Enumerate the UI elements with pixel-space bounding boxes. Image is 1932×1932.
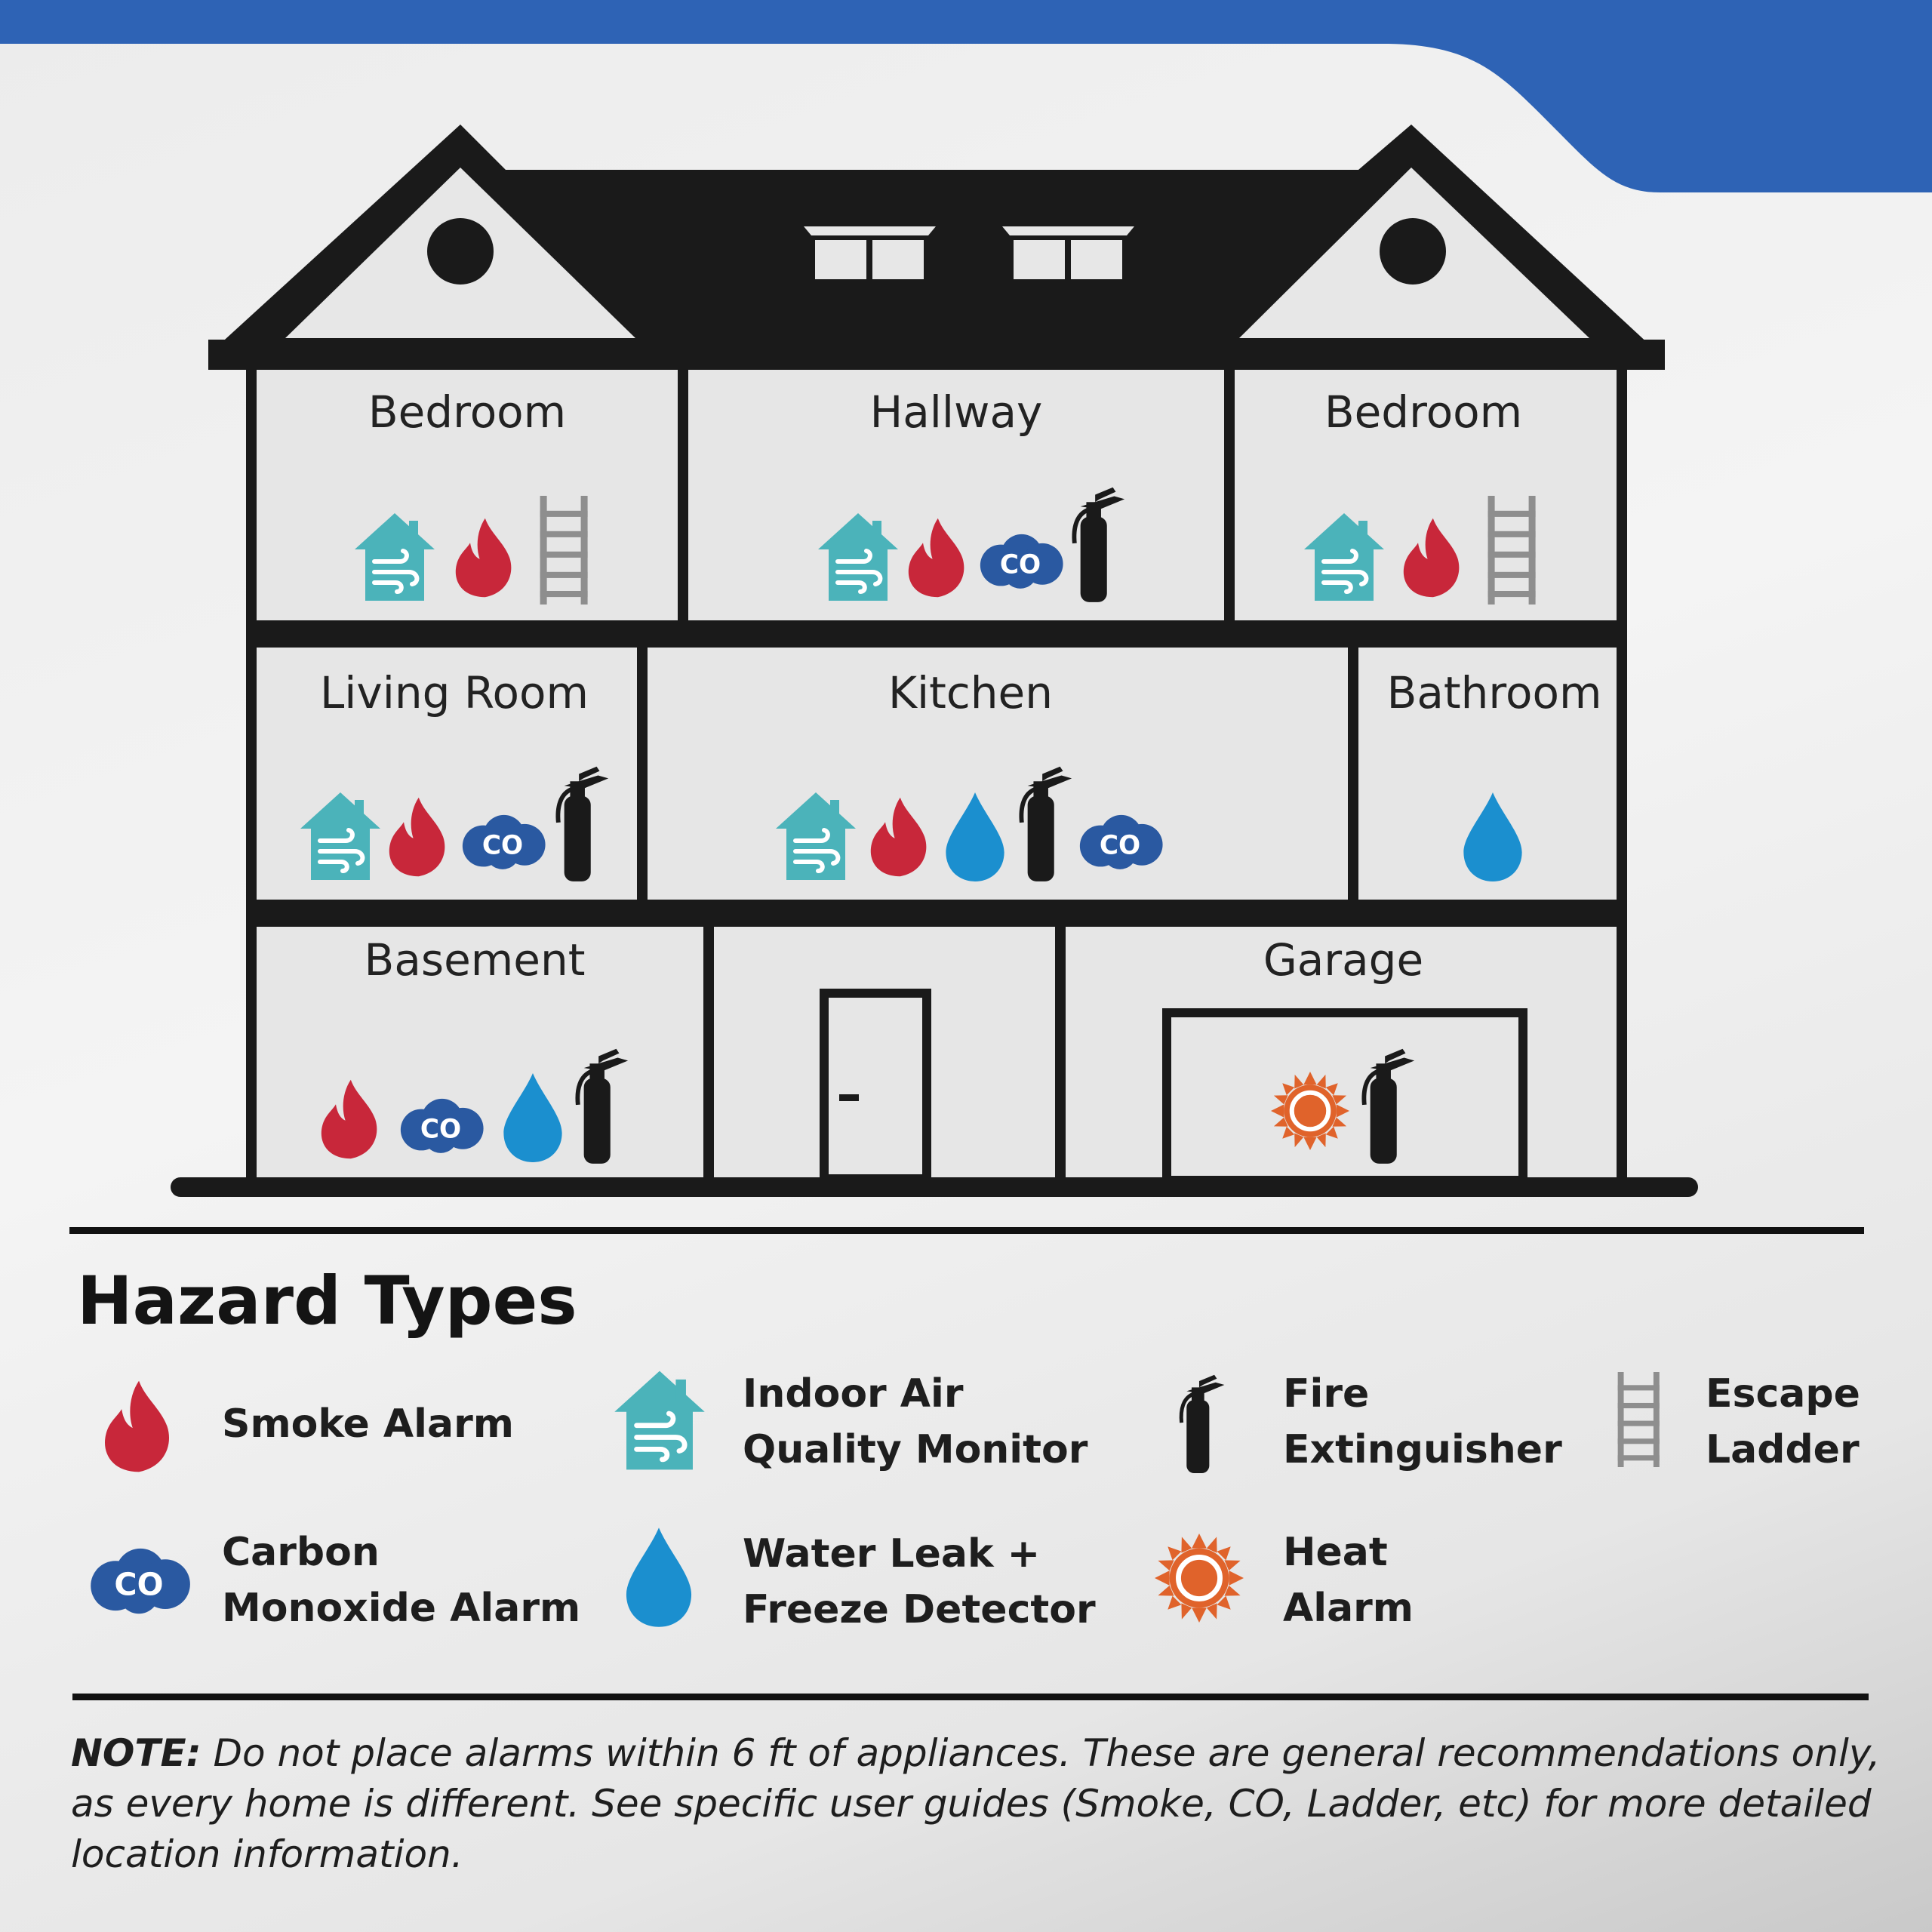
note-lead: NOTE:	[71, 1731, 202, 1775]
legend-line: Monoxide Alarm	[222, 1586, 581, 1631]
fire-extinguisher-icon	[1181, 1375, 1224, 1473]
legend-line: Escape	[1706, 1371, 1860, 1417]
indoor-air-quality-icon	[614, 1371, 704, 1470]
house-roof	[208, 125, 1665, 370]
legend-line: Ladder	[1706, 1427, 1860, 1472]
legend-line: Extinguisher	[1283, 1427, 1562, 1472]
room-label-hallway: Hallway	[869, 386, 1043, 438]
legend-line: Fire	[1283, 1371, 1370, 1417]
carbon-monoxide-icon	[91, 1549, 190, 1614]
legend-label-smoke	[222, 1396, 514, 1452]
room-label-garage: Garage	[1263, 934, 1424, 986]
legend-label-co	[222, 1524, 580, 1636]
heat-alarm-icon	[1271, 1072, 1349, 1150]
legend-top-divider	[69, 1227, 1864, 1234]
legend-line: Water Leak +	[743, 1531, 1041, 1577]
legend-label-heat	[1283, 1524, 1414, 1636]
house-walls	[171, 370, 1698, 1197]
legend-title: Hazard Types	[77, 1262, 577, 1340]
top-banner	[0, 0, 1932, 192]
heat-alarm-icon	[1155, 1534, 1244, 1623]
placement-note	[71, 1728, 1897, 1880]
legend-label-iaq	[743, 1366, 1088, 1478]
escape-ladder-icon	[1618, 1372, 1660, 1467]
room-label-kitchen: Kitchen	[888, 667, 1053, 718]
room-label-basement: Basement	[364, 934, 586, 986]
legend-line: Freeze Detector	[743, 1587, 1096, 1632]
smoke-alarm-icon	[105, 1381, 169, 1472]
legend-bottom-divider	[72, 1694, 1869, 1700]
legend-line: Smoke Alarm	[222, 1401, 514, 1447]
legend-line: Alarm	[1283, 1586, 1414, 1631]
legend-line: Quality Monitor	[743, 1427, 1088, 1472]
legend-line: Carbon	[222, 1530, 380, 1575]
note-text: Do not place alarms within 6 ft of appliances. These are general recommendations only, as every home is different. See specific user guides (Smoke, CO, Ladder, etc) for more detailed location information.	[71, 1731, 1881, 1876]
legend-label-extinguisher	[1283, 1366, 1562, 1478]
room-label-bedroom-right: Bedroom	[1324, 386, 1523, 438]
legend-line: Indoor Air	[743, 1371, 964, 1417]
room-label-bathroom: Bathroom	[1386, 667, 1602, 718]
legend-line: Heat	[1283, 1530, 1388, 1575]
legend-label-ladder	[1706, 1366, 1860, 1478]
room-label-bedroom-left: Bedroom	[368, 386, 567, 438]
legend-label-water	[743, 1526, 1096, 1638]
room-label-living-room: Living Room	[319, 667, 589, 718]
water-leak-icon	[626, 1527, 691, 1626]
